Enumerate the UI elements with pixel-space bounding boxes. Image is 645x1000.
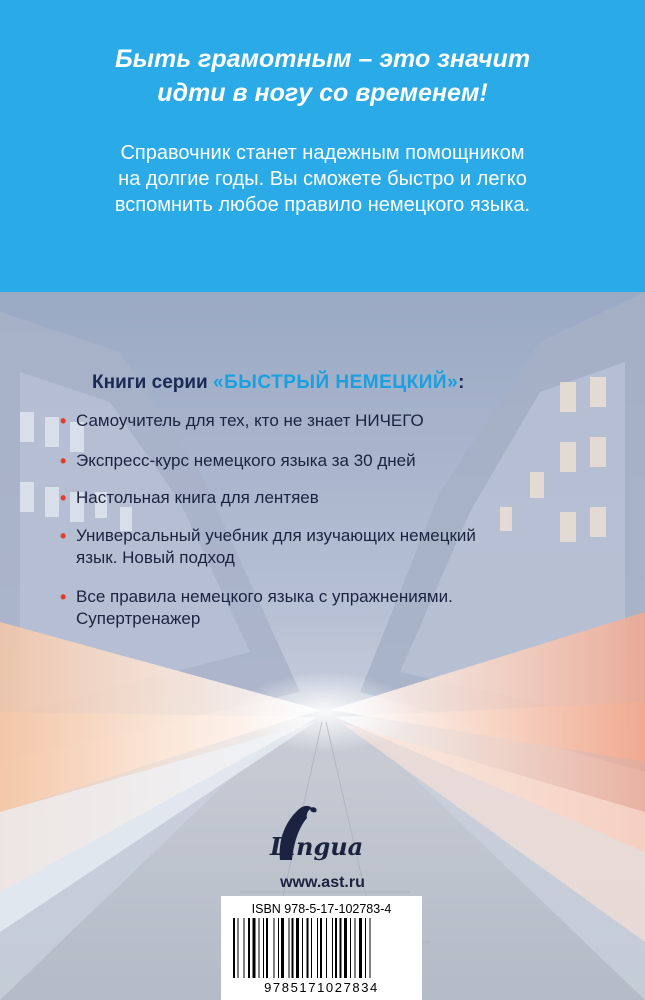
series-prefix: Книги серии <box>92 372 214 393</box>
book-item <box>60 525 596 569</box>
book-item <box>60 450 596 472</box>
slogan-line-1: Быть грамотным – это значит <box>114 45 531 73</box>
bullet-icon: • <box>60 526 67 546</box>
slogan-line-2: идти в ногу со временем! <box>157 79 488 107</box>
intro-text <box>40 140 605 218</box>
book-title: Самоучитель для тех, кто не знает НИЧЕГО <box>76 411 424 430</box>
book-title: Настольная книга для лентяев <box>76 488 319 507</box>
bullet-icon: • <box>60 411 67 431</box>
publisher-logo-text: Lingua <box>270 832 364 861</box>
book-item <box>60 586 596 630</box>
intro-line-1: Справочник станет надежным помощником <box>120 142 525 164</box>
slogan <box>40 42 605 110</box>
series-heading <box>92 372 464 394</box>
book-title-line-1: Все правила немецкого языка с упражнениями. <box>76 587 453 606</box>
isbn-text: ISBN 978-5-17-102783-4 <box>251 902 392 916</box>
intro-line-3: вспомнить любое правило немецкого языка. <box>114 194 531 216</box>
book-item <box>60 410 596 432</box>
intro-line-2: на долгие годы. Вы сможете быстро и легко <box>118 168 527 190</box>
book-title-line-1: Универсальный учебник для изучающих немецкий <box>76 526 476 545</box>
bullet-icon: • <box>60 488 67 508</box>
barcode-bars <box>233 918 411 978</box>
book-title: Экспресс-курс немецкого языка за 30 дней <box>76 451 416 470</box>
bullet-icon: • <box>60 451 67 471</box>
barcode-box <box>221 896 422 1000</box>
book-title-line-2: язык. Новый подход <box>76 548 235 567</box>
barcode-digits: 9785171027834 <box>264 980 379 995</box>
series-suffix: : <box>458 372 465 393</box>
bullet-icon: • <box>60 587 67 607</box>
series-name: «БЫСТРЫЙ НЕМЕЦКИЙ» <box>213 372 459 393</box>
publisher-website: www.ast.ru <box>280 874 365 891</box>
top-blue-band <box>0 0 645 292</box>
city-street-photo <box>0 292 645 1000</box>
city-street-illustration <box>0 292 645 1000</box>
book-title-line-2: Супертренажер <box>76 609 201 628</box>
book-item <box>60 487 596 509</box>
